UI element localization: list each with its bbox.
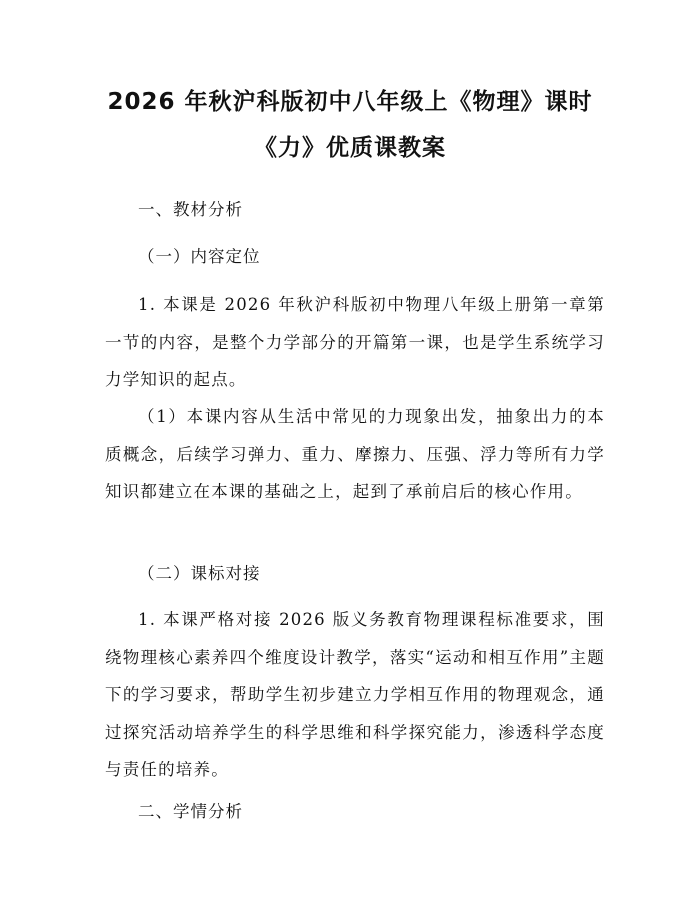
document-title-line-1: 2026 年秋沪科版初中八年级上《物理》课时 — [107, 89, 593, 115]
subsection-heading-curriculum-alignment: （二）课标对接 — [138, 564, 261, 583]
document-title-line-2: 《力》优质课教案 — [254, 135, 446, 161]
section-heading-student-analysis: 二、学情分析 — [138, 802, 243, 821]
section-heading-textbook-analysis: 一、教材分析 — [138, 200, 243, 219]
paragraph-lesson-content: （1）本课内容从生活中常见的力现象出发，抽象出力的本质概念，后续学习弹力、重力、摩擦力、压强、浮力等所有力学知识都建立在本课的基础之上，起到了承前启后的核心作用。 — [105, 407, 605, 501]
subsection-heading-content-positioning: （一）内容定位 — [138, 247, 261, 266]
paragraph-lesson-position: 1. 本课是 2026 年秋沪科版初中物理八年级上册第一章第一节的内容，是整个力学部分的开篇第一课，也是学生系统学习力学知识的起点。 — [105, 295, 605, 389]
paragraph-curriculum-standards: 1. 本课严格对接 2026 版义务教育物理课程标准要求，围绕物理核心素养四个维度设计教学，落实“运动和相互作用”主题下的学习要求，帮助学生初步建立力学相互作用的物理观念，通过探究活动培养学生的科学思维和科学探究能力，渗透科学态度与责任的培养。 — [105, 610, 605, 779]
